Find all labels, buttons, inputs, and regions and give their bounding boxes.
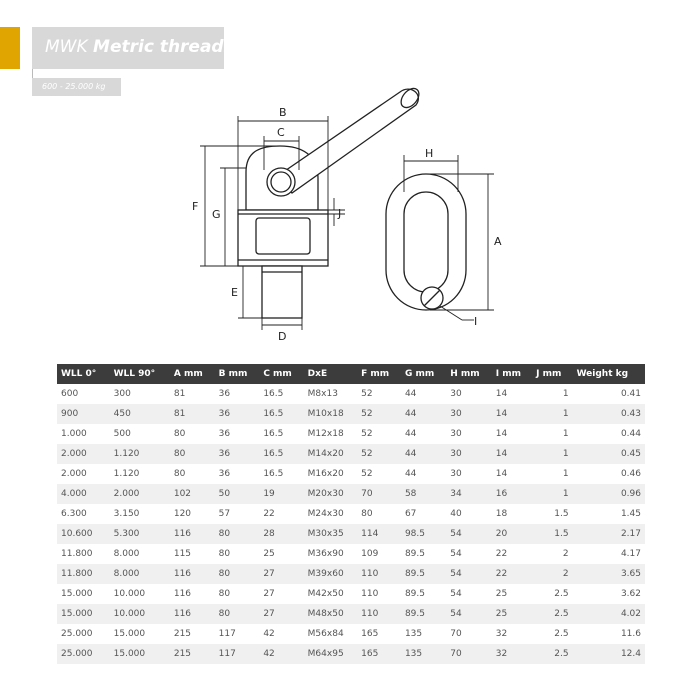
- column-header: G mm: [401, 364, 446, 384]
- table-cell: 1.5: [532, 524, 572, 544]
- table-cell: 30: [446, 444, 491, 464]
- table-row: [57, 404, 645, 424]
- table-cell: 1.120: [113, 469, 140, 479]
- table-cell: 0.44: [620, 429, 641, 439]
- table-cell: M39x60: [304, 564, 357, 584]
- table-cell: 135: [404, 629, 423, 639]
- table-row: [57, 524, 645, 544]
- table-cell: 300: [113, 389, 131, 399]
- table-cell: 44: [401, 444, 446, 464]
- table-row: [57, 444, 645, 464]
- table-cell: 165: [357, 644, 401, 664]
- table-cell: 52: [361, 389, 373, 399]
- table-cell: 30: [450, 469, 462, 479]
- table-cell: 36: [218, 469, 231, 479]
- table-cell: 110: [357, 604, 401, 624]
- table-cell: 27: [259, 564, 303, 584]
- table-cell: 14: [492, 404, 532, 424]
- table-cell: 34: [446, 484, 491, 504]
- table-row: [57, 504, 645, 524]
- table-cell: 80: [218, 589, 231, 599]
- table-cell: 0.43: [573, 404, 645, 424]
- table-cell: 1.120: [110, 444, 170, 464]
- table-cell: 0.46: [620, 469, 641, 479]
- table-row: [57, 604, 645, 624]
- table-cell: M16x20: [307, 469, 344, 479]
- table-row: [57, 464, 645, 484]
- table-cell: 3.65: [573, 564, 645, 584]
- table-cell: 1.45: [620, 509, 641, 519]
- table-cell: 15.000: [113, 629, 146, 639]
- table-cell: 10.000: [113, 589, 146, 599]
- column-header: A mm: [170, 364, 215, 384]
- table-cell: 1.000: [61, 429, 87, 439]
- table-cell: 89.5: [404, 549, 425, 559]
- table-cell: 2.5: [554, 629, 569, 639]
- table-cell: 116: [170, 564, 215, 584]
- table-row: [57, 384, 645, 404]
- table-cell: 135: [401, 644, 446, 664]
- table-cell: 215: [170, 644, 215, 664]
- table-cell: 1: [532, 484, 572, 504]
- table-cell: 52: [357, 404, 401, 424]
- table-cell: 70: [446, 644, 491, 664]
- table-cell: 2.000: [110, 484, 170, 504]
- column-header: WLL 90°: [110, 364, 170, 384]
- table-cell: 102: [170, 484, 215, 504]
- table-cell: 16.5: [263, 469, 284, 479]
- table-cell: 0.41: [620, 389, 641, 399]
- link-front-view: [386, 174, 466, 310]
- table-cell: 12.4: [573, 644, 645, 664]
- table-cell: 14: [495, 429, 508, 439]
- table-cell: M14x20: [304, 444, 357, 464]
- table-cell: 18: [495, 509, 508, 519]
- label-g: G: [212, 208, 221, 221]
- table-cell: 25.000: [57, 644, 110, 664]
- table-cell: 5.300: [110, 524, 170, 544]
- table-cell: 19: [259, 484, 303, 504]
- table-cell: M10x18: [304, 404, 357, 424]
- table-cell: 54: [450, 589, 462, 599]
- table-cell: 27: [263, 589, 275, 599]
- table-cell: 600: [61, 389, 79, 399]
- column-header: J mm: [532, 364, 572, 384]
- table-cell: 11.6: [620, 629, 641, 639]
- table-cell: 4.17: [620, 549, 641, 559]
- table-cell: 2.5: [532, 604, 572, 624]
- column-header: C mm: [259, 364, 303, 384]
- table-cell: 44: [404, 469, 417, 479]
- table-cell: 89.5: [401, 564, 446, 584]
- table-cell: 110: [357, 564, 401, 584]
- table-cell: 27: [259, 604, 303, 624]
- table-cell: 98.5: [401, 524, 446, 544]
- table-cell: 25: [263, 549, 275, 559]
- table-cell: M48x50: [304, 604, 357, 624]
- table-cell: 1: [562, 429, 569, 439]
- column-header: B mm: [215, 364, 260, 384]
- table-cell: 80: [215, 604, 260, 624]
- label-c: C: [277, 126, 285, 139]
- table-row: [57, 644, 645, 664]
- table-row: [57, 484, 645, 504]
- column-header: I mm: [492, 364, 532, 384]
- table-cell: 120: [173, 509, 192, 519]
- table-cell: 11.800: [57, 564, 110, 584]
- table-cell: 81: [170, 404, 215, 424]
- table-cell: 16.5: [259, 404, 303, 424]
- table-cell: 54: [450, 549, 462, 559]
- table-cell: 1: [532, 444, 572, 464]
- table-cell: 36: [215, 444, 260, 464]
- table-cell: 14: [495, 389, 508, 399]
- table-cell: 42: [259, 644, 303, 664]
- table-cell: 900: [57, 404, 110, 424]
- table-body: [57, 384, 645, 664]
- table-cell: 80: [215, 524, 260, 544]
- table-cell: 450: [110, 404, 170, 424]
- eyebolt-side-view: [238, 85, 422, 318]
- table-cell: 11.800: [61, 549, 93, 559]
- table-cell: 4.000: [57, 484, 110, 504]
- table-cell: 3.62: [620, 589, 641, 599]
- table-cell: 10.000: [110, 604, 170, 624]
- table-cell: 70: [450, 629, 462, 639]
- table-row: [57, 564, 645, 584]
- table-cell: 70: [357, 484, 401, 504]
- table-cell: 16.5: [263, 389, 284, 399]
- table-cell: 2.000: [57, 444, 110, 464]
- table-cell: 215: [173, 629, 192, 639]
- table-cell: 115: [173, 549, 192, 559]
- label-j: J: [338, 207, 342, 220]
- table-cell: 117: [218, 629, 236, 639]
- link-dimension-lines: [404, 155, 494, 320]
- table-cell: 14: [492, 444, 532, 464]
- table-cell: 116: [170, 604, 215, 624]
- table-cell: 116: [173, 589, 192, 599]
- table-cell: 36: [218, 429, 231, 439]
- table-cell: 16.5: [263, 429, 284, 439]
- table-cell: M20x30: [304, 484, 357, 504]
- table-cell: 20: [492, 524, 532, 544]
- table-cell: 2.000: [61, 469, 87, 479]
- table-cell: 80: [361, 509, 373, 519]
- table-cell: M36x90: [307, 549, 344, 559]
- label-e: E: [231, 286, 238, 299]
- table-cell: 500: [113, 429, 131, 439]
- table-cell: 1: [562, 389, 569, 399]
- table-cell: 52: [357, 444, 401, 464]
- table-cell: 0.45: [573, 444, 645, 464]
- table-cell: 16.5: [259, 444, 303, 464]
- specification-table: [57, 364, 645, 664]
- table-cell: M64x95: [304, 644, 357, 664]
- table-cell: 8.000: [113, 549, 140, 559]
- table-cell: 40: [450, 509, 462, 519]
- label-b: B: [279, 106, 287, 119]
- table-cell: 14: [495, 469, 508, 479]
- table-row: [57, 584, 645, 604]
- table-cell: 116: [170, 524, 215, 544]
- table-cell: 8.000: [110, 564, 170, 584]
- table-cell: 3.150: [113, 509, 140, 519]
- label-h: H: [425, 147, 434, 160]
- table-cell: 117: [215, 644, 260, 664]
- table-cell: 2.5: [554, 589, 569, 599]
- table-cell: 32: [492, 644, 532, 664]
- table-cell: 54: [446, 604, 491, 624]
- table-cell: 22: [495, 549, 508, 559]
- title-prefix: MWK: [45, 37, 88, 57]
- table-cell: 2: [532, 564, 572, 584]
- table-cell: 15.000: [61, 589, 93, 599]
- label-f: F: [192, 200, 199, 213]
- table-cell: M24x30: [307, 509, 344, 519]
- table-cell: 50: [215, 484, 260, 504]
- table-cell: 54: [446, 564, 491, 584]
- table-cell: 2.17: [573, 524, 645, 544]
- column-header: H mm: [446, 364, 491, 384]
- table-cell: 80: [173, 469, 186, 479]
- label-i: I: [474, 315, 478, 328]
- table-cell: 52: [361, 429, 373, 439]
- table-cell: 15.000: [110, 644, 170, 664]
- table-cell: 2.5: [532, 644, 572, 664]
- table-cell: M30x35: [304, 524, 357, 544]
- table-cell: 6.300: [61, 509, 87, 519]
- table-cell: 30: [450, 389, 462, 399]
- table-cell: 25.000: [61, 629, 93, 639]
- table-cell: 52: [361, 469, 373, 479]
- table-cell: 30: [450, 429, 462, 439]
- table-cell: 44: [404, 389, 417, 399]
- table-cell: 114: [357, 524, 401, 544]
- table-cell: 22: [263, 509, 275, 519]
- table-cell: M56x84: [307, 629, 344, 639]
- table-cell: 80: [170, 444, 215, 464]
- column-header: DxE: [304, 364, 357, 384]
- subtitle: 600 - 25.000 kg: [42, 82, 106, 91]
- table-cell: 15.000: [57, 604, 110, 624]
- table-cell: 22: [492, 564, 532, 584]
- table-cell: 109: [361, 549, 379, 559]
- table-cell: 30: [446, 404, 491, 424]
- table-cell: 32: [495, 629, 508, 639]
- table-cell: 2: [562, 549, 569, 559]
- table-row: [57, 544, 645, 564]
- table-cell: M8x13: [307, 389, 338, 399]
- table-cell: 1: [562, 469, 569, 479]
- table-cell: 36: [218, 389, 231, 399]
- table-cell: 44: [401, 404, 446, 424]
- table-cell: 44: [404, 429, 417, 439]
- table-cell: 89.5: [401, 604, 446, 624]
- table-cell: 1: [532, 404, 572, 424]
- table-cell: 36: [215, 404, 260, 424]
- table-cell: 28: [259, 524, 303, 544]
- table-cell: 110: [361, 589, 379, 599]
- table-cell: 25: [492, 604, 532, 624]
- table-cell: M42x50: [307, 589, 344, 599]
- table-cell: 42: [263, 629, 275, 639]
- table-cell: 80: [215, 564, 260, 584]
- table-cell: 165: [361, 629, 379, 639]
- table-cell: 89.5: [404, 589, 425, 599]
- table-cell: 80: [218, 549, 231, 559]
- table-cell: 0.96: [573, 484, 645, 504]
- table-cell: 81: [173, 389, 186, 399]
- table-row: [57, 624, 645, 644]
- table-cell: 25: [495, 589, 508, 599]
- table-row: [57, 424, 645, 444]
- table-cell: 16: [492, 484, 532, 504]
- table-cell: M12x18: [307, 429, 344, 439]
- table-cell: 10.600: [57, 524, 110, 544]
- label-d: D: [278, 330, 287, 343]
- table-header-row: [57, 364, 645, 384]
- column-header: WLL 0°: [57, 364, 110, 384]
- label-a: A: [494, 235, 502, 248]
- table-cell: 54: [446, 524, 491, 544]
- table-cell: 4.02: [573, 604, 645, 624]
- table-cell: 1.5: [554, 509, 569, 519]
- table-cell: 67: [404, 509, 417, 519]
- column-header: Weight kg: [573, 364, 645, 384]
- title-bold: Metric threads: [93, 37, 234, 57]
- table-cell: 57: [218, 509, 231, 519]
- column-header: F mm: [357, 364, 401, 384]
- table-cell: 58: [401, 484, 446, 504]
- table-cell: 80: [173, 429, 186, 439]
